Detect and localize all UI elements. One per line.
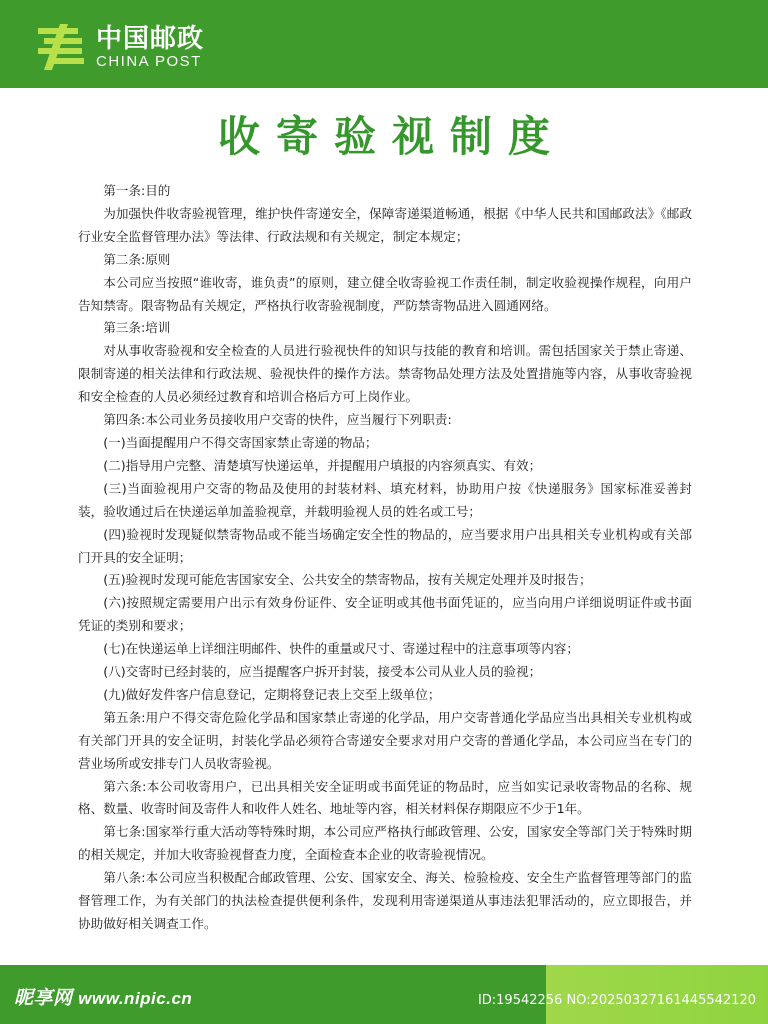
paragraph: 为加强快件收寄验视管理，维护快件寄递安全，保障寄递渠道畅通，根据《中华人民共和国邮政法》《邮政行业安全监督管理办法》等法律、行政法规和有关规定，制定本规定； (78, 205, 692, 244)
china-post-logo (38, 22, 204, 72)
list-item: (八)交寄时已经封装的，应当提醒客户拆开封装，接受本公司从业人员的验视； (103, 664, 542, 680)
paragraph: 本公司应当按照“谁收寄，谁负责”的原则，建立健全收寄验视工作责任制，制定收验视操作规程，向用户告知禁寄。限寄物品有关规定，严格执行收寄验视制度，严防禁寄物品进入圆通网络。 (78, 274, 692, 313)
watermark (14, 983, 192, 1010)
list-item: (四)验视时发现疑似禁寄物品或不能当场确定安全性的物品的，应当要求用户出具相关专业机构或有关部门开具的安全证明； (78, 526, 692, 565)
section-6: 第六条:本公司收寄用户，已出具相关安全证明或书面凭证的物品时，应当如实记录收寄物品的名称、规格、数量、收寄时间及寄件人和收件人姓名、地址等内容，相关材料保存期限应不少于1年。 (78, 778, 692, 817)
list-item: (五)验视时发现可能危害国家安全、公共安全的禁寄物品，按有关规定处理并及时报告； (103, 572, 592, 588)
watermark-brand: 昵享网 (14, 988, 73, 1009)
logo-english-text: CHINA POST (96, 53, 202, 70)
watermark-site: www.nipic.cn (78, 989, 193, 1008)
list-item: (七)在快递运单上详细注明邮件、快件的重量或尺寸、寄递过程中的注意事项等内容； (103, 641, 579, 657)
section-7: 第七条:国家举行重大活动等特殊时期，本公司应严格执行邮政管理、公安，国家安全等部门关于特殊时期的相关规定，并加大收寄验视督查力度，全面检查本企业的收寄验视情况。 (78, 824, 692, 863)
list-item: (三)当面验视用户交寄的物品及使用的封装材料、填充材料，协助用户按《快递服务》国家标准妥善封装，验收通过后在快递运单加盖验视章，并载明验视人员的姓名或工号； (78, 480, 692, 519)
section-heading-2: 第二条:原则 (103, 251, 171, 267)
section-5: 第五条:用户不得交寄危险化学品和国家禁止寄递的化学品，用户交寄普通化学品应当出具相关专业机构或有关部门开具的安全证明，封装化学品必须符合寄递安全要求对用户交寄的普通化学品，本公司应当在专门的营业场所或安排专门人员收寄验视。 (78, 709, 692, 771)
header-bar (0, 0, 768, 88)
china-post-emblem-icon (38, 24, 86, 70)
section-heading-1: 第一条:目的 (103, 183, 171, 198)
list-item: (九)做好发件客户信息登记，定期将登记表上交至上级单位； (103, 686, 441, 702)
page-title: 收寄验视制度 (217, 112, 566, 161)
list-item: (二)指导用户完整、清楚填写快递运单，并提醒用户填报的内容须真实、有效； (103, 457, 542, 473)
section-heading-3: 第三条:培训 (103, 320, 171, 336)
paragraph: 对从事收寄验视和安全检查的人员进行验视快件的知识与技能的教育和培训。需包括国家关于禁止寄递、限制寄递的相关法律和行政法规、验视快件的操作方法。禁寄物品处理方法及处置措施等内容，从事收寄验视和安全检查的人员必须经过教育和培训合格后方可上岗作业。 (78, 343, 692, 405)
regulation-body (78, 180, 692, 936)
list-item: (六)按照规定需要用户出示有效身份证件、安全证明或其他书面凭证的，应当向用户详细说明证件或书面凭证的类别和要求； (78, 595, 692, 634)
section-8: 第八条:本公司应当积极配合邮政管理、公安、国家安全、海关、检验检疫、安全生产监督管理等部门的监督管理工作，为有关部门的执法检查提供便利条件，发现利用寄递渠道从事违法犯罪活动的，应立即报告，并协助做好相关调查工作。 (78, 870, 692, 931)
footer-bar (0, 965, 768, 1024)
section-heading-4: 第四条:本公司业务员接收用户交寄的快件，应当履行下列职责: (103, 412, 452, 428)
list-item: (一)当面提醒用户不得交寄国家禁止寄递的物品； (103, 434, 378, 450)
logo-chinese-text: 中国邮政 (96, 23, 205, 53)
image-id-line: ID:19542256 NO:20250327161445542120 (477, 993, 756, 1008)
